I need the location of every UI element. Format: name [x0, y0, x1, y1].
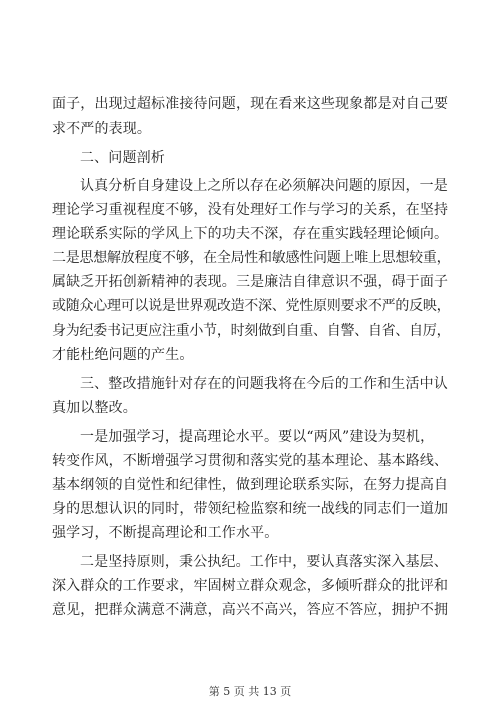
- text-line: 身的思想认识的同时，带领纪检监察和统一战线的同志们一道加: [52, 501, 449, 517]
- text-line: 意见，把群众满意不满意，高兴不高兴，答应不答应，拥护不拥: [52, 602, 449, 618]
- paragraph-start: 一是加强学习，提高理论水平。要以“两风”建设为契机，: [80, 429, 435, 445]
- text-line: 才能杜绝问题的产生。: [52, 347, 194, 363]
- text-line: 真加以整改。: [52, 400, 137, 416]
- text-line: 或随众心理可以说是世界观改造不深、党性原则要求不严的反映，: [52, 298, 451, 314]
- text-line: 转变作风，不断增强学习贯彻和落实党的基本理论、基本路线、: [52, 453, 449, 469]
- text-line: 理论学习重视程度不够，没有处理好工作与学习的关系，在坚持: [52, 202, 449, 218]
- page-number-footer: 第 5 页 共 13 页: [208, 685, 292, 698]
- section-heading: 三、整改措施针对存在的问题我将在今后的工作和生活中认: [80, 376, 448, 392]
- text-line: 面子，出现过超标准接待问题，现在看来这些现象都是对自己要: [52, 96, 449, 112]
- paragraph-start: 二是坚持原则，秉公执纪。工作中，要认真落实深入基层、: [80, 554, 448, 570]
- text-line: 强学习，不断提高理论和工作水平。: [52, 525, 279, 541]
- paragraph-start: 认真分析自身建设上之所以存在必须解决问题的原因，一是: [80, 178, 448, 194]
- text-line: 基本纲领的自觉性和纪律性，做到理论联系实际，在努力提高自: [52, 477, 449, 493]
- section-heading: 二、问题剖析: [80, 150, 165, 166]
- text-line: 二是思想解放程度不够，在全局性和敏感性问题上唯上思想较重，: [52, 250, 451, 266]
- text-line: 深入群众的工作要求，牢固树立群众观念，多倾听群众的批评和: [52, 578, 449, 594]
- text-line: 理论联系实际的学风上下的功夫不深，存在重实践轻理论倾向。: [52, 226, 449, 242]
- text-line: 求不严的表现。: [52, 121, 152, 137]
- text-line: 身为纪委书记更应注重小节，时刻做到自重、自警、自省、自厉，: [52, 323, 451, 339]
- text-line: 属缺乏开拓创新精神的表现。三是廉洁自律意识不强，碍于面子: [52, 274, 449, 290]
